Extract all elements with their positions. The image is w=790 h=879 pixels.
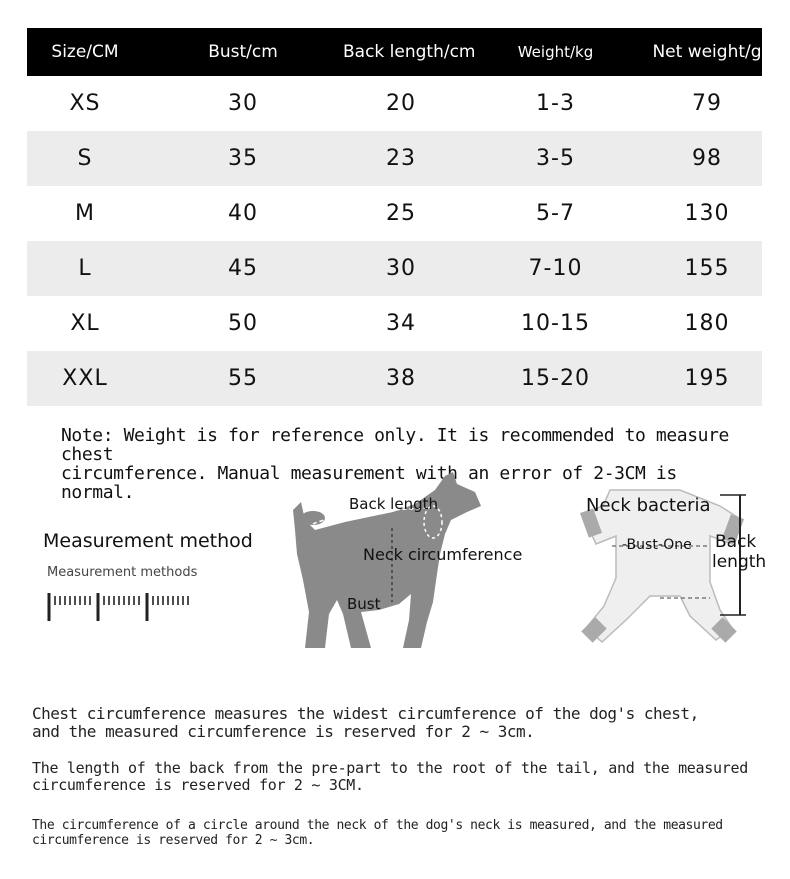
cell-weight: 1-3 [536,91,575,116]
cell-weight: 3-5 [536,146,575,171]
cell-size: XS [69,91,101,116]
table-row [27,76,762,131]
table-header [27,28,762,76]
header-weight: Weight/kg [517,43,594,61]
header-size: Size/CM [51,42,119,62]
instruction-line: circumference is reserved for 2 ~ 3CM. [32,776,364,794]
garment-back-label-1: Back [715,532,757,552]
cell-bust: 40 [228,201,258,226]
instruction-line: circumference is reserved for 2 ~ 3cm. [32,833,315,848]
cell-weight: 10-15 [521,311,590,336]
cell-bust: 50 [228,311,258,336]
dog-neck-label: Neck circumference [363,545,523,564]
cell-weight: 7-10 [528,256,583,281]
cell-back-length: 23 [386,146,416,171]
cell-back-length: 34 [386,311,416,336]
garment-bust-label: -Bust-One [622,537,692,553]
cell-weight: 5-7 [536,201,575,226]
cell-net-weight: 195 [684,366,730,391]
cell-bust: 35 [228,146,258,171]
note-line: circumference. Manual measurement with an error of 2-3CM is normal. [61,463,677,503]
size-chart-table [27,28,762,406]
cell-bust: 45 [228,256,258,281]
cell-size: S [77,146,93,171]
cell-size: XXL [62,366,108,391]
cell-back-length: 25 [386,201,416,226]
cell-size: XL [70,311,100,336]
back-instruction [32,760,748,794]
cell-back-length: 30 [386,256,416,281]
cell-bust: 55 [228,366,258,391]
cell-bust: 30 [228,91,258,116]
note-line: Note: Weight is for reference only. It is recommended to measure chest [61,425,729,465]
cell-net-weight: 130 [684,201,730,226]
header-bust: Bust/cm [208,42,278,62]
cell-net-weight: 98 [692,146,722,171]
cell-net-weight: 180 [684,311,730,336]
instruction-line: The length of the back from the pre-part to the root of the tail, and the measured [32,759,748,777]
garment-back-label-2: length [712,552,767,572]
measurement-method-subtitle: Measurement methods [47,565,198,580]
ruler-icon [46,591,196,623]
instruction-line: and the measured circumference is reserved for 2 ~ 3cm. [32,722,535,741]
table-row [27,131,762,186]
cell-weight: 15-20 [521,366,590,391]
chest-instruction [32,705,699,741]
instruction-line: The circumference of a circle around the neck of the dog's neck is measured, and the measured [32,818,723,833]
table-row [27,186,762,241]
neck-instruction [32,818,723,848]
cell-net-weight: 155 [684,256,730,281]
cell-back-length: 38 [386,366,416,391]
cell-net-weight: 79 [692,91,722,116]
dog-bust-label: Bust [347,595,381,613]
header-back-length: Back length/cm [343,42,476,62]
cell-size: L [78,256,92,281]
measurement-method-title: Measurement method [43,530,253,552]
header-net-weight: Net weight/g [652,42,762,62]
table-row [27,351,762,406]
table-row [27,296,762,351]
cell-back-length: 20 [386,91,416,116]
dog-back-length-label: Back length [349,495,438,513]
garment-neck-label: Neck bacteria [586,495,711,516]
instruction-line: Chest circumference measures the widest circumference of the dog's chest, [32,704,699,723]
cell-size: M [75,201,95,226]
table-row [27,241,762,296]
